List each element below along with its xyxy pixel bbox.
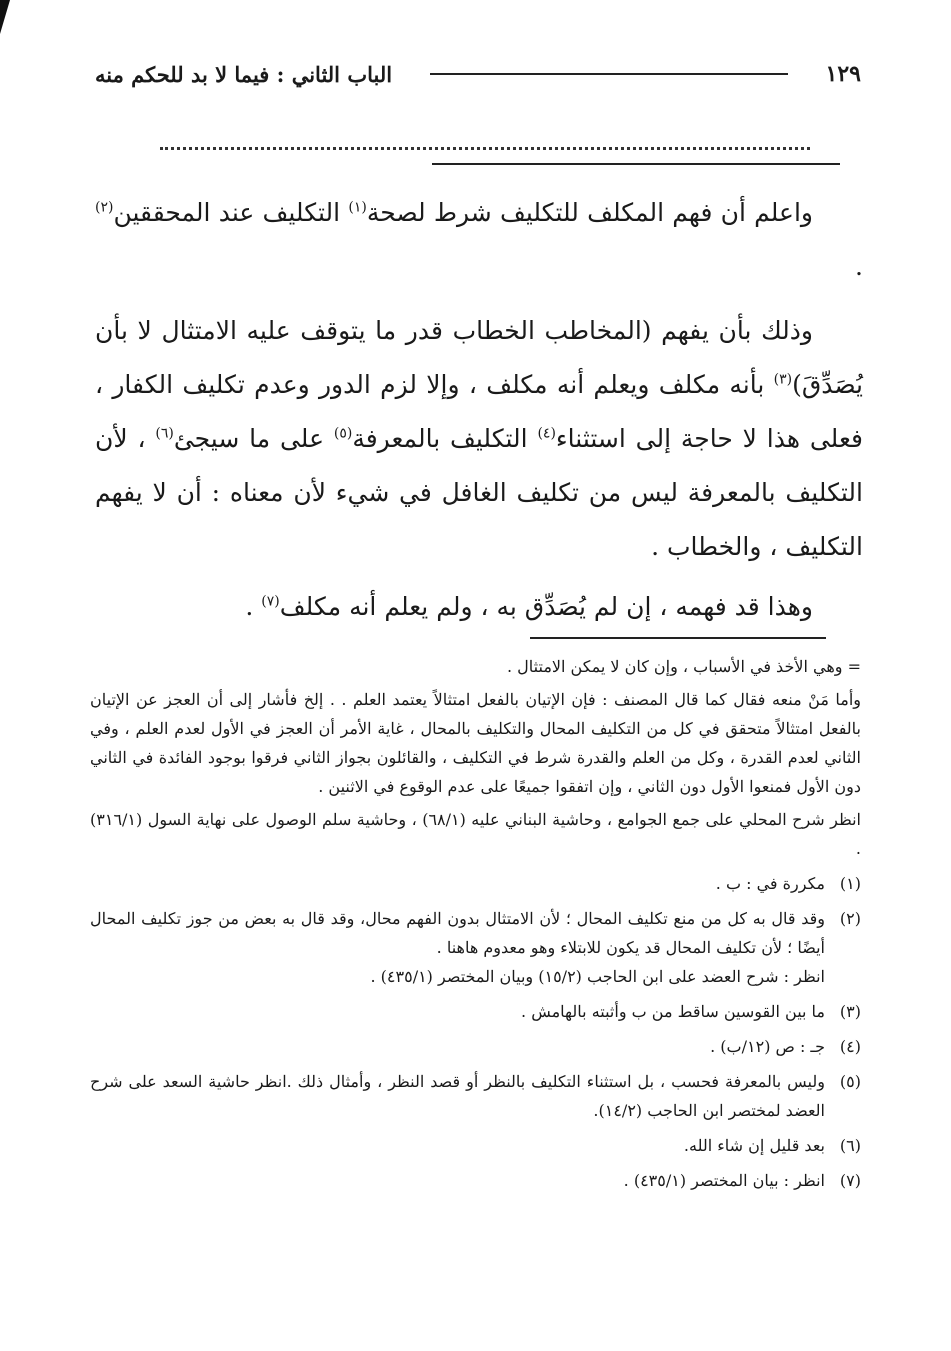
paragraph-2: وذلك بأن يفهم (المخاطب الخطاب قدر ما يتوقف عليه الامتثال لا بأن يُصَدِّقَ)$^{(٣)}$ بأنه مكلف ويعلم أنه مكلف ، وإلا لزم الدور وعدم تكليف الكفار ، فعلى هذا لا حاجة إلى استثناء$^{(٤)}$ التكليف بالمعرفة$^{(٥)}$ على ما سيجئ$^{(٦)}$ ، لأن التكليف بالمعرفة ليس من تكليف الغافل في شيء لأن معناه : أن لا يفهم التكليف ، والخطاب . bbox=[95, 316, 863, 561]
footnote-ref-5[interactable]: (٥) bbox=[333, 425, 353, 442]
main-text bbox=[95, 186, 863, 634]
dotted-separator bbox=[160, 133, 810, 150]
footnote-ref-7[interactable]: (٧) bbox=[261, 593, 280, 610]
footnote-ref-6[interactable]: (٦) bbox=[155, 425, 174, 442]
footnote-number: (١) bbox=[839, 874, 861, 893]
footnote-ref-1[interactable]: (١) bbox=[348, 199, 367, 216]
footnote-1: (١) مكررة في : ب . bbox=[90, 869, 861, 898]
footnote-2: (٢) وقد قال به كل من منع تكليف المحال ؛ لأن الامتثال بدون الفهم محال، وقد قال به بعض من جوز تكليف المحال أيضًا ؛ لأن تكليف المحال قد يكون للابتلاء وهو معدوم هاهنا . انظر : شرح العضد على ابن الحاجب (١٥/٢) وبيان المختصر (٤٣٥/١) . bbox=[90, 904, 861, 991]
footnote-3: (٣) ما بين القوسين ساقط من ب وأثبته بالهامش . bbox=[90, 997, 861, 1026]
footnote-7: (٧) انظر : بيان المختصر (٤٣٥/١) . bbox=[90, 1166, 861, 1195]
footnote-continuation: وأما مَنْ منعه فقال كما قال المصنف : فإن الإتيان بالفعل امتثالاً يعتمد العلم . . إلخ فأشار إلى أن العجز عن الإتيان بالفعل امتثالاً متحقق في كل من التكليف المحال والتكليف بالمحال ، غاية الأمر أن العجز في الأول لعدم العلم ، وفي الثاني لعدم القدرة ، وكل من العلم والقدرة شرط في التكليف ، والقائلون بجواز الثاني فرقوا بوجود الفائدة في الثاني دون الأول فمنعوا الأول دون الثاني ، وإن اتفقوا جميعًا على عدم الوقوع في الاثنين . bbox=[90, 690, 862, 796]
header-rule bbox=[430, 73, 787, 75]
footnote-list bbox=[90, 869, 861, 1195]
footnote-number: (٤) bbox=[839, 1037, 861, 1056]
footnote-5: (٥) وليس بالمعرفة فحسب ، بل استثناء التكليف بالنظر أو قصد النظر ، وأمثال ذلك .انظر حاشية السعد على شرح العضد لمختصر ابن الحاجب (١٤/٢). bbox=[90, 1067, 861, 1125]
footnote-number: (٧) bbox=[839, 1171, 861, 1190]
page-number: ١٢٩ bbox=[825, 61, 861, 87]
footnotes bbox=[90, 652, 861, 1201]
paragraph-1: واعلم أن فهم المكلف للتكليف شرط لصحة$^{(١)}$ التكليف عند المحققين$^{(٢)}$ . bbox=[95, 198, 863, 281]
section-rule bbox=[432, 163, 840, 165]
footnote-number: (٥) bbox=[839, 1072, 861, 1091]
footnote-ref-3[interactable]: (٣) bbox=[773, 371, 793, 388]
footnote-ref-4[interactable]: (٤) bbox=[537, 425, 556, 442]
footnote-number: (٦) bbox=[839, 1136, 861, 1155]
running-header bbox=[95, 56, 861, 92]
footnote-number: (٢) bbox=[839, 909, 861, 928]
footnote-continuation: انظر شرح المحلي على جمع الجوامع ، وحاشية البناني عليه (٦٨/١) ، وحاشية سلم الوصول على نهاية السول (٣١٦/١) . bbox=[90, 810, 862, 858]
footnote-ref-2[interactable]: (٢) bbox=[95, 199, 114, 216]
footnote-6: (٦) بعد قليل إن شاء الله. bbox=[90, 1131, 861, 1160]
footnote-4: (٤) جـ : ص (١٢/ب) . bbox=[90, 1032, 861, 1061]
paragraph-3: وهذا قد فهمه ، إن لم يُصَدِّق به ، ولم يعلم أنه مكلف$^{(٧)}$ . bbox=[245, 592, 813, 621]
page-corner-mark bbox=[0, 0, 10, 34]
footnote-continuation: = وهي الأخذ في الأسباب ، وإن كان لا يمكن الامتثال . bbox=[507, 657, 861, 676]
chapter-title: الباب الثاني : فيما لا بد للحكم منه bbox=[95, 61, 393, 87]
footnote-number: (٣) bbox=[839, 1002, 861, 1021]
footnotes-rule bbox=[530, 637, 826, 639]
